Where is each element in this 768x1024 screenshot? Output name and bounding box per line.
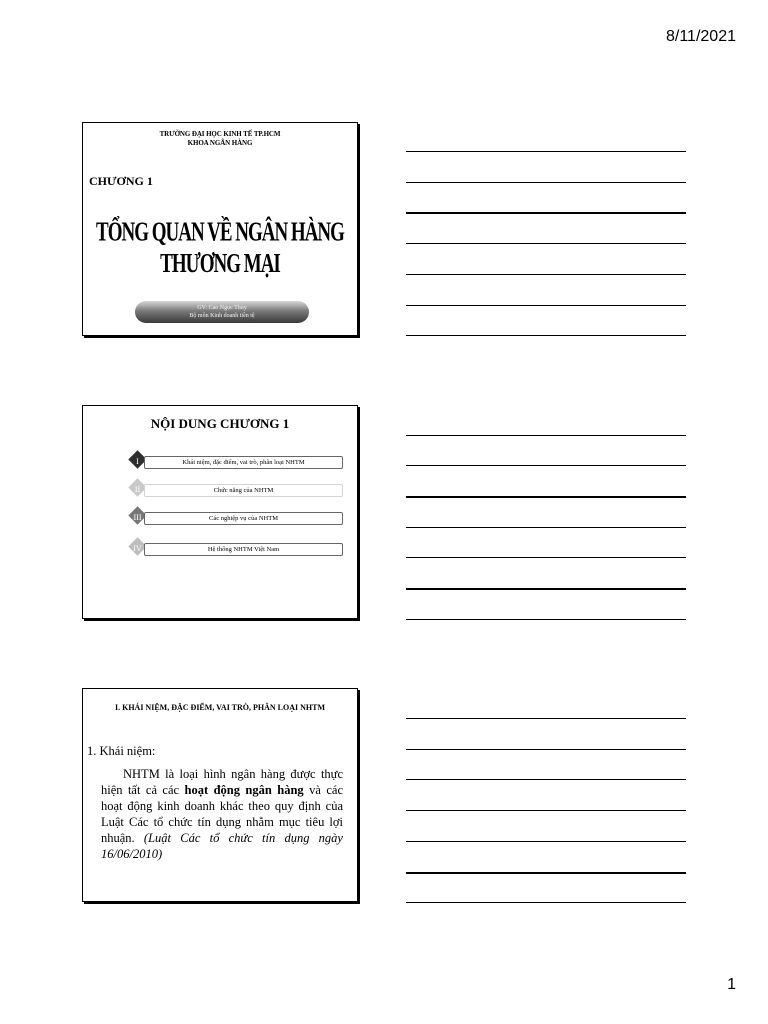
note-line	[406, 212, 686, 214]
toc-item-2	[127, 482, 343, 498]
toc-label: Hệ thống NHTM Việt Nam	[144, 543, 343, 556]
note-line	[406, 902, 686, 903]
note-line	[406, 588, 686, 590]
note-line	[406, 557, 686, 558]
slide-2-contents	[82, 405, 358, 619]
toc-item-4	[127, 541, 343, 557]
slide-3-concept	[82, 688, 358, 902]
toc-number: IV	[133, 544, 142, 553]
note-line	[406, 810, 686, 811]
note-line	[406, 779, 686, 780]
contents-title: NỘI DUNG CHƯƠNG 1	[150, 416, 290, 431]
note-line	[406, 274, 686, 275]
item-label: 1. Khái niệm:	[87, 744, 156, 758]
department-name: Bộ môn Kinh doanh tiền tệ	[189, 313, 255, 319]
note-line	[406, 872, 686, 874]
note-line	[406, 841, 686, 842]
note-line	[406, 305, 686, 306]
note-line	[406, 465, 686, 466]
chapter-label: CHƯƠNG 1	[89, 174, 153, 188]
legal-citation: (Luật Các tổ chức tín dụng ngày 16/06/2010)	[101, 831, 343, 861]
school-name-block	[83, 130, 357, 148]
note-line	[406, 243, 686, 244]
print-date: 8/11/2021	[666, 28, 736, 45]
note-line	[406, 527, 686, 528]
section-header: I. KHÁI NIỆM, ĐẶC ĐIỂM, VAI TRÒ, PHÂN LOẠI NHTM	[114, 703, 326, 712]
note-line	[406, 182, 686, 183]
note-line	[406, 496, 686, 498]
school-name: TRƯỜNG ĐẠI HỌC KINH TẾ TP.HCM	[159, 130, 281, 138]
page-number: 1	[727, 976, 736, 993]
toc-number: III	[133, 513, 142, 522]
lecturer-pill	[135, 301, 309, 323]
toc-item-3	[127, 510, 343, 526]
lecturer-name: GV: Cao Ngọc Thủy	[197, 305, 247, 311]
toc-label: Các nghiệp vụ của NHTM	[144, 512, 343, 525]
note-line	[406, 335, 686, 336]
toc-item-1	[127, 454, 343, 470]
definition-paragraph	[101, 766, 343, 862]
toc-number: I	[136, 457, 139, 466]
definition-text: NHTM là loại hình ngân hàng được thực hiện tất cả các	[101, 767, 343, 797]
note-line	[406, 619, 686, 620]
slide-title: TỔNG QUAN VỀ NGÂN HÀNG THƯƠNG MẠI	[96, 217, 344, 280]
note-line	[406, 718, 686, 719]
definition-text-cont: và các hoạt động kinh doanh khác theo quy định của Luật Các tổ chức tín dụng nhằm mục tiêu lợi nhuận.	[101, 783, 343, 845]
faculty-name: KHOA NGÂN HÀNG	[187, 139, 253, 147]
note-line	[406, 749, 686, 750]
definition-emphasis: hoạt động ngân hàng	[184, 783, 304, 797]
toc-label: Khái niệm, đặc điểm, vai trò, phân loại NHTM	[144, 456, 343, 469]
toc-number: II	[134, 485, 141, 494]
toc-label: Chức năng của NHTM	[144, 484, 343, 497]
note-line	[406, 435, 686, 436]
slide-1-title	[82, 122, 358, 336]
note-line	[406, 151, 686, 152]
